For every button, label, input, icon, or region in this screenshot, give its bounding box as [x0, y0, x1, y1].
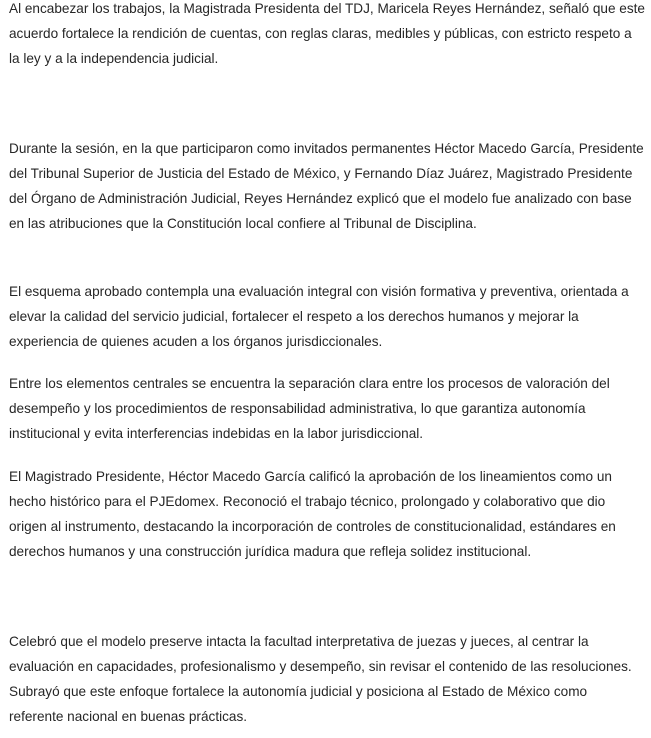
article-paragraph: El Magistrado Presidente, Héctor Macedo García calificó la aprobación de los lineamientos como un hecho histórico para el PJEdomex. Reconoció el trabajo técnico, prolongado y colaborativo que dio origen al instrumento, destacando la incorporación de controles de constitucionalidad, estándares en derechos humanos y una construcción jurídica madura que refleja solidez institucional.	[9, 469, 616, 559]
article-paragraph: El esquema aprobado contempla una evaluación integral con visión formativa y preventiva, orientada a elevar la calidad del servicio judicial, fortalecer el respeto a los derechos humanos y mejorar la experiencia de quienes acuden a los órganos jurisdiccionales.	[9, 284, 629, 349]
article-paragraph: Durante la sesión, en la que participaron como invitados permanentes Héctor Macedo García, Presidente del Tribunal Superior de Justicia del Estado de México, y Fernando Díaz Juárez, Magistrado Presidente del Órgano de Administración Judicial, Reyes Hernández explicó que el modelo fue analizado con base en las atribuciones que la Constitución local confiere al Tribunal de Disciplina.	[9, 141, 644, 231]
article-paragraph: Al encabezar los trabajos, la Magistrada Presidenta del TDJ, Maricela Reyes Hernández, señaló que este acuerdo fortalece la rendición de cuentas, con reglas claras, medibles y públicas, con estricto respeto a la ley y a la independencia judicial.	[9, 1, 645, 66]
article-paragraph: Entre los elementos centrales se encuentra la separación clara entre los procesos de valoración del desempeño y los procedimientos de responsabilidad administrativa, lo que garantiza autonomía institucional y evita interferencias indebidas en la labor jurisdiccional.	[9, 376, 610, 441]
article-paragraph: Celebró que el modelo preserve intacta la facultad interpretativa de juezas y jueces, al centrar la evaluación en capacidades, profesionalismo y desempeño, sin revisar el contenido de las resoluciones. Subrayó que este enfoque fortalece la autonomía judicial y posiciona al Estado de México como referente nacional en buenas prácticas.	[9, 634, 632, 724]
